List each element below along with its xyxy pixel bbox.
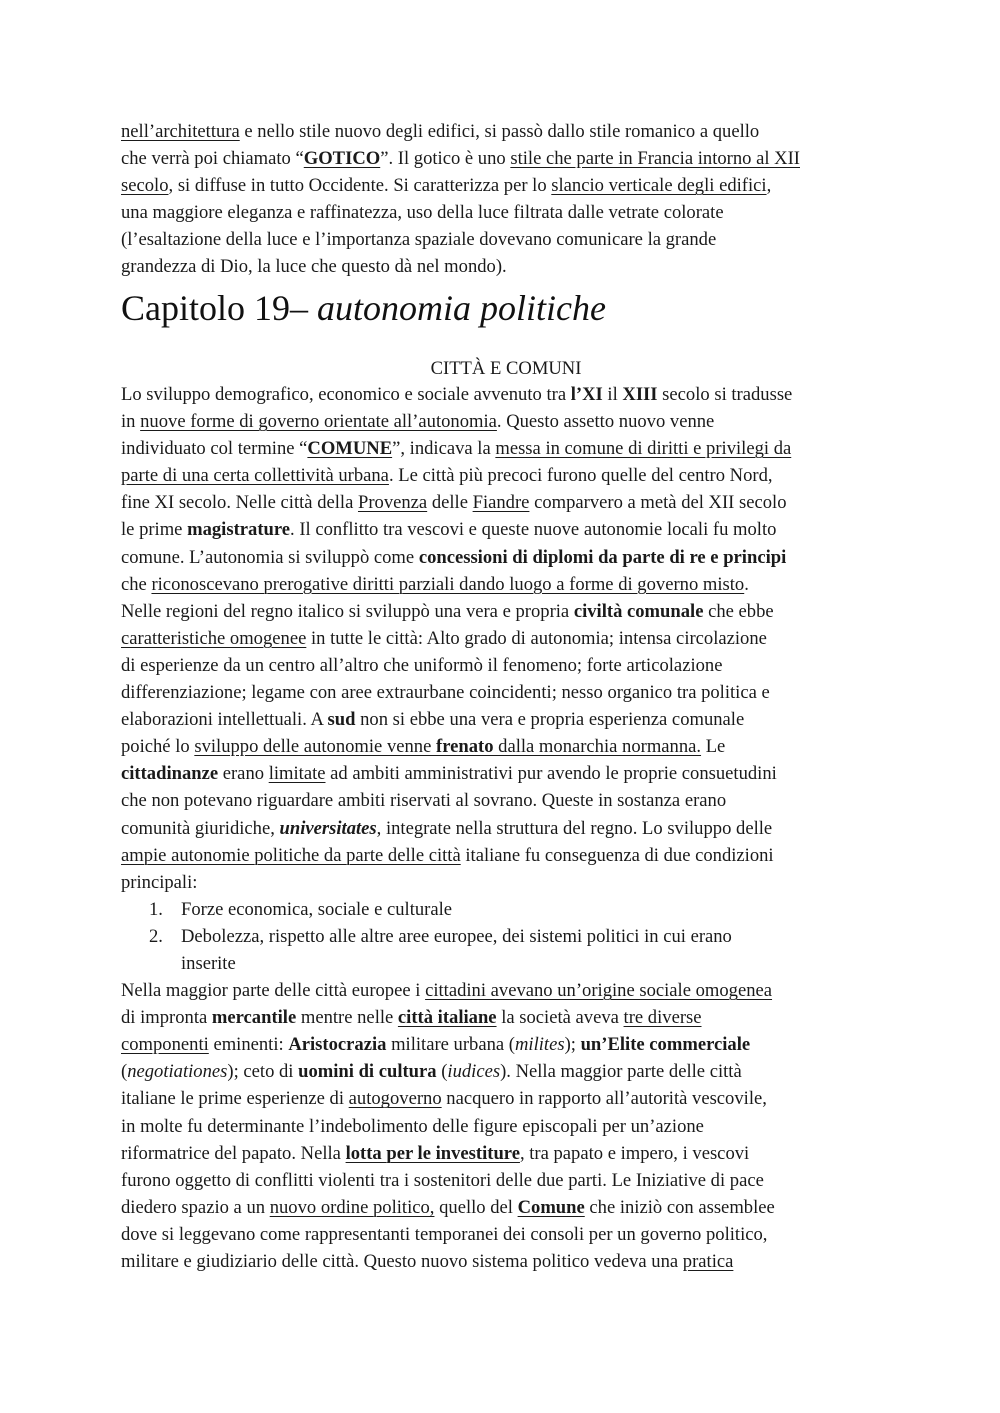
text-line xyxy=(121,571,891,598)
section-title: CITTÀ E COMUNI xyxy=(430,358,582,379)
text-line: dove si leggevano come rappresentanti temporanei dei consoli per un governo politico, xyxy=(121,1223,768,1245)
bold-text: Aristocrazia xyxy=(288,1034,387,1056)
bold-text: frenato xyxy=(436,736,494,758)
text-span: Nelle regioni del regno italico si sviluppò una vera e propria xyxy=(121,600,574,622)
bold-text: concessioni di diplomi da parte di re e principi xyxy=(418,546,787,568)
text-line xyxy=(121,1248,891,1275)
bold-text: civiltà comunale xyxy=(573,600,704,622)
text-line: principali: xyxy=(121,871,198,893)
text-span: . Questo assetto nuovo venne xyxy=(496,411,715,433)
underlined-text: dalla monarchia normanna. xyxy=(493,736,702,758)
text-span: italiane le prime esperienze di xyxy=(121,1088,349,1110)
text-span: delle xyxy=(427,492,473,514)
list-text: Forze economica, sociale e culturale xyxy=(181,898,453,920)
underlined-text: ampie autonomie politiche da parte delle città xyxy=(121,844,461,866)
text-line xyxy=(121,408,891,435)
text-line xyxy=(121,760,891,787)
text-span: la società aveva xyxy=(496,1007,624,1029)
italic-text: milites xyxy=(514,1034,565,1056)
italic-text: iudices xyxy=(447,1061,501,1083)
underlined-text: riconoscevano prerogative diritti parziali dando luogo a forme di governo misto xyxy=(151,573,745,595)
text-line xyxy=(121,172,891,199)
text-span: ( xyxy=(121,1061,128,1083)
text-span: comparvero a metà del XII secolo xyxy=(529,492,787,514)
text-line xyxy=(121,625,891,652)
text-span: nacquero in rapporto all’autorità vescovile, xyxy=(441,1088,767,1110)
underlined-text: Fiandre xyxy=(472,492,530,514)
text-line xyxy=(121,1140,891,1167)
bold-italic-text: universitates xyxy=(279,817,377,839)
text-line xyxy=(121,1031,891,1058)
text-span: che ebbe xyxy=(703,600,774,622)
text-line xyxy=(121,1058,891,1085)
bold-text: lotta per le investiture xyxy=(345,1142,520,1164)
list-number: 2. xyxy=(149,925,163,947)
text-span: che xyxy=(121,573,152,595)
text-span: , si diffuse in tutto Occidente. Si caratterizza per lo xyxy=(168,175,552,197)
text-line: furono oggetto di conflitti violenti tra i sostenitori delle due parti. Le Iniziative di pace xyxy=(121,1169,764,1191)
list-item xyxy=(121,896,891,923)
text-span: in tutte le città: Alto grado di autonomia; intensa circolazione xyxy=(306,627,767,649)
text-line xyxy=(121,1085,891,1112)
bold-text: città italiane xyxy=(397,1007,497,1029)
text-span: , tra papato e impero, i vescovi xyxy=(519,1142,750,1164)
underlined-text: pratica xyxy=(682,1251,734,1272)
text-span: comune. L’autonomia si sviluppò come xyxy=(121,546,419,568)
text-span: , integrate nella struttura del regno. Lo sviluppo delle xyxy=(376,817,773,839)
text-span: Nella maggior parte delle città europee i xyxy=(121,980,426,1002)
text-line: differenziazione; legame con aree extraurbane coincidenti; nesso organico tra politica e xyxy=(121,682,770,704)
text-span: eminenti: xyxy=(208,1034,289,1056)
text-line xyxy=(121,489,891,516)
list-item-continuation xyxy=(121,950,891,977)
text-span: poiché lo xyxy=(121,736,195,758)
text-line: grandezza di Dio, la luce che questo dà nel mondo). xyxy=(121,256,507,278)
italic-text: negotiationes xyxy=(127,1061,228,1083)
text-span: . Il conflitto tra vescovi e queste nuove autonomie locali fu molto xyxy=(290,519,777,541)
text-span: ad ambiti amministrativi pur avendo le proprie consuetudini xyxy=(325,763,777,785)
text-span: quello del xyxy=(434,1196,518,1218)
underlined-text: caratteristiche omogenee xyxy=(121,627,307,649)
bold-term-comune: COMUNE xyxy=(307,438,393,460)
text-line xyxy=(121,516,891,543)
text-span: fine XI secolo. Nelle città della xyxy=(121,492,358,514)
text-span: ); xyxy=(564,1034,581,1056)
underlined-text: sviluppo delle autonomie venne xyxy=(194,736,436,758)
bold-text: cittadinanze xyxy=(121,763,219,785)
chapter-number: Capitolo 19– xyxy=(121,288,317,328)
text-span: militare urbana ( xyxy=(386,1034,515,1056)
text-span: italiane fu conseguenza di due condizioni xyxy=(460,844,774,866)
underlined-text: Provenza xyxy=(357,492,428,514)
bold-term-gotico: GOTICO xyxy=(303,148,381,170)
text-line xyxy=(121,733,891,760)
chapter-heading xyxy=(121,286,606,330)
text-span: riformatrice del papato. Nella xyxy=(121,1142,346,1164)
text-span: mentre nelle xyxy=(296,1007,398,1029)
text-line: in molte fu determinante l’indebolimento delle figure episcopali per un’azione xyxy=(121,1115,704,1137)
text-span: . xyxy=(744,573,749,595)
text-line xyxy=(121,462,891,489)
list-item xyxy=(121,923,891,950)
text-line xyxy=(121,1194,891,1221)
text-span: e nello stile nuovo degli edifici, si passò dallo stile romanico a quello xyxy=(239,121,760,142)
text-line: di esperienze da un centro all’altro che uniformò il fenomeno; forte articolazione xyxy=(121,654,723,676)
underlined-text: nuove forme di governo orientate all’autonomia xyxy=(140,411,497,433)
body-paragraph xyxy=(121,381,891,1275)
text-line xyxy=(121,145,891,172)
underlined-text: nuovo ordine politico, xyxy=(269,1196,435,1218)
text-line: (l’esaltazione della luce e l’importanza spaziale dovevano comunicare la grande xyxy=(121,229,717,251)
underlined-text: tre diverse xyxy=(623,1007,702,1029)
underlined-text: componenti xyxy=(121,1034,209,1056)
text-span: militare e giudiziario delle città. Questo nuovo sistema politico vedeva una xyxy=(121,1251,683,1272)
text-span: Le xyxy=(701,736,726,758)
underlined-text: secolo xyxy=(121,175,169,197)
text-span: secolo si tradusse xyxy=(657,384,793,405)
text-span: il xyxy=(602,384,623,405)
bold-text: l’XI xyxy=(570,384,603,405)
bold-text: sud xyxy=(327,709,356,731)
underlined-text: cittadini avevano un’origine sociale omogenea xyxy=(425,980,773,1002)
text-line xyxy=(121,118,891,145)
intro-paragraph xyxy=(121,118,891,281)
text-span: le prime xyxy=(121,519,188,541)
underlined-text: stile che parte in Francia intorno al XII xyxy=(510,148,800,170)
bold-text: magistrature xyxy=(187,519,291,541)
bold-text: un’Elite commerciale xyxy=(580,1034,751,1056)
text-span: ”, indicava la xyxy=(392,438,496,460)
text-span: ”. Il gotico è uno xyxy=(380,148,511,170)
text-span: ); ceto di xyxy=(227,1061,299,1083)
bold-text: mercantile xyxy=(211,1007,297,1029)
underlined-text: messa in comune di diritti e privilegi da xyxy=(495,438,792,460)
text-span: diedero spazio a un xyxy=(121,1196,270,1218)
text-span: non si ebbe una vera e propria esperienza comunale xyxy=(355,709,745,731)
text-line xyxy=(121,815,891,842)
underlined-text: parte di una certa collettività urbana xyxy=(121,465,389,487)
text-span: ). Nella maggior parte delle città xyxy=(500,1061,742,1083)
underlined-text: autogoverno xyxy=(348,1088,442,1110)
underlined-text: slancio verticale degli edifici xyxy=(551,175,767,197)
text-line xyxy=(121,381,891,408)
bold-text: uomini di cultura xyxy=(298,1061,437,1083)
underlined-text: limitate xyxy=(268,763,326,785)
chapter-subtitle: autonomia politiche xyxy=(317,288,606,328)
text-span: comunità giuridiche, xyxy=(121,817,280,839)
text-span: di impronta xyxy=(121,1007,212,1029)
bold-text: Comune xyxy=(517,1196,585,1218)
list-text: inserite xyxy=(181,952,236,974)
list-number: 1. xyxy=(149,898,163,920)
text-span: individuato col termine “ xyxy=(121,438,308,460)
text-span: Lo sviluppo demografico, economico e sociale avvenuto tra xyxy=(121,384,571,405)
text-line xyxy=(121,977,891,1004)
text-line xyxy=(121,1004,891,1031)
text-line: che non potevano riguardare ambiti riservati al sovrano. Queste in sostanza erano xyxy=(121,790,727,812)
text-line xyxy=(121,598,891,625)
bold-text: XIII xyxy=(622,384,658,405)
text-span: . Le città più precoci furono quelle del centro Nord, xyxy=(388,465,773,487)
text-span: , xyxy=(766,175,772,197)
text-line xyxy=(121,435,891,462)
text-span: che verrà poi chiamato “ xyxy=(121,148,304,170)
text-line: una maggiore eleganza e raffinatezza, uso della luce filtrata dalle vetrate colorate xyxy=(121,202,724,224)
text-span: erano xyxy=(218,763,269,785)
underlined-text: nell’architettura xyxy=(121,121,240,142)
text-span: elaborazioni intellettuali. A xyxy=(121,709,328,731)
text-span: che iniziò con assemblee xyxy=(584,1196,775,1218)
text-line xyxy=(121,842,891,869)
text-line xyxy=(121,544,891,571)
text-line xyxy=(121,706,891,733)
text-span: ( xyxy=(436,1061,448,1083)
text-span: in xyxy=(121,411,141,433)
list-text: Debolezza, rispetto alle altre aree europee, dei sistemi politici in cui erano xyxy=(181,925,732,947)
